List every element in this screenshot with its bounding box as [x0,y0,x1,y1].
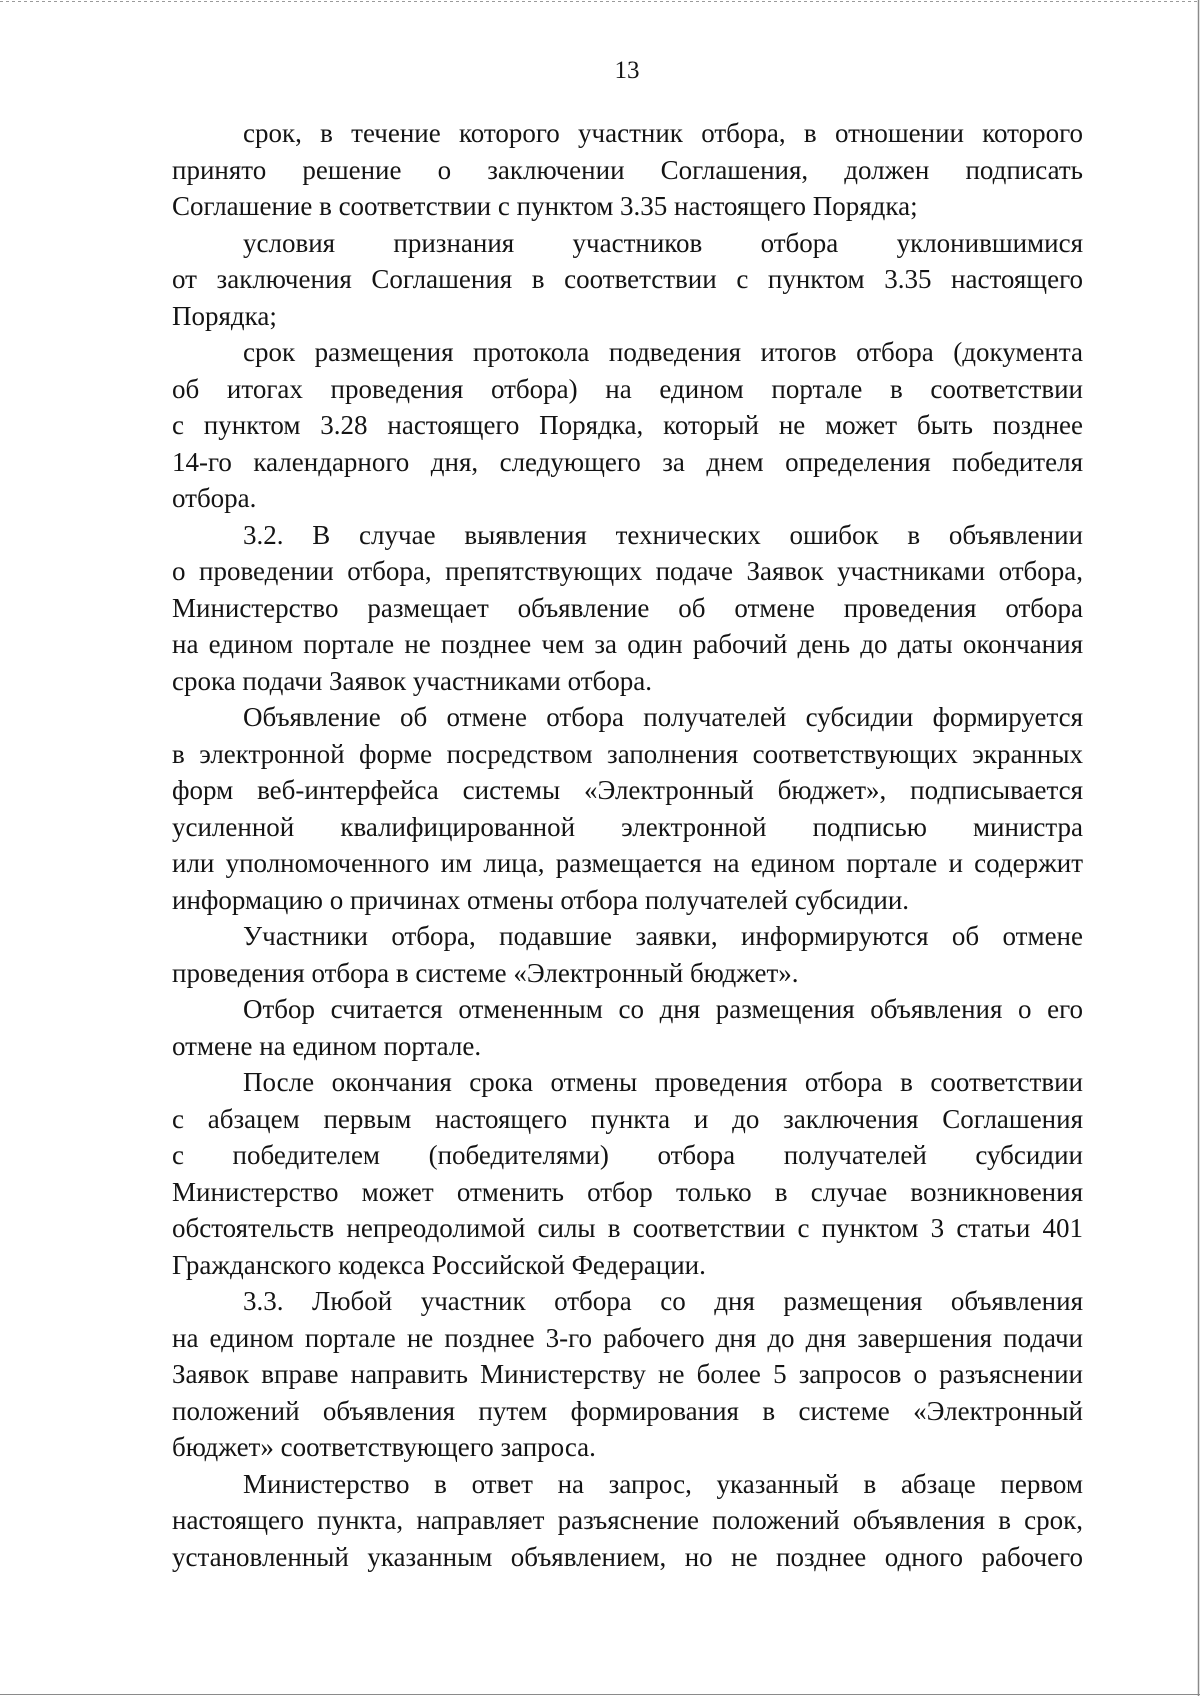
text-line: Министерство в ответ на запрос, указанный в абзаце первом [243,1468,1083,1499]
text-line: или уполномоченного им лица, размещается на едином портале и содержит [172,848,1083,878]
text-line: настоящего пункта, направляет разъяснение положений объявления в срок, [172,1505,1083,1535]
text-line: срока подачи Заявок участниками отбора. [172,665,653,696]
page-number: 13 [614,57,640,84]
text-line: условия признания участников отбора уклонившимися [243,227,1083,258]
text-line: Отбор считается отмененным со дня размещения объявления о его [243,994,1083,1024]
text-line: 14-го календарного дня, следующего за днем определения победителя [172,446,1083,477]
text-line: отбора. [172,483,257,513]
paragraph [172,1283,1083,1466]
text-line: установленный указанным объявлением, но не позднее одного рабочего [172,1541,1083,1572]
text-line: срок размещения протокола подведения итогов отбора (документа [243,337,1083,367]
document-body [172,115,1083,1575]
text-line: После окончания срока отмены проведения отбора в соответствии [243,1067,1083,1097]
text-line: Министерство может отменить отбор только в случае возникновения [172,1176,1083,1207]
text-line: о проведении отбора, препятствующих подаче Заявок участниками отбора, [172,556,1083,586]
text-line: информацию о причинах отмены отбора получателей субсидии. [172,884,910,915]
text-line: в электронной форме посредством заполнения соответствующих экранных [172,738,1083,769]
text-line: 3.3. Любой участник отбора со дня размещения объявления [243,1286,1083,1316]
text-line: обстоятельств непреодолимой силы в соответствии с пунктом 3 статьи 401 [172,1213,1083,1243]
text-line: положений объявления путем формирования в системе «Электронный [172,1395,1083,1426]
paragraph [172,225,1083,335]
text-line: усиленной квалифицированной электронной подписью министра [172,811,1083,842]
paragraph [172,1466,1083,1576]
text-line: с победителем (победителями) отбора получателей субсидии [172,1140,1083,1170]
text-line: проведения отбора в системе «Электронный бюджет». [172,957,799,988]
text-line: принято решение о заключении Соглашения, должен подписать [172,154,1083,185]
text-line: с пунктом 3.28 настоящего Порядка, который не может быть позднее [172,410,1083,440]
text-line: Гражданского кодекса Российской Федерации. [172,1249,706,1280]
paragraph [172,1064,1083,1283]
text-line: бюджет» соответствующего запроса. [172,1432,596,1462]
text-line: с абзацем первым настоящего пункта и до заключения Соглашения [172,1103,1083,1134]
paragraph [172,517,1083,700]
text-line: Соглашение в соответствии с пунктом 3.35 настоящего Порядка; [172,191,918,221]
text-line: на едином портале не позднее 3-го рабочего дня до дня завершения подачи [172,1322,1083,1353]
paragraph [172,115,1083,225]
text-line: форм веб-интерфейса системы «Электронный бюджет», подписывается [172,775,1083,805]
text-line: от заключения Соглашения в соответствии с пунктом 3.35 настоящего [172,264,1083,294]
text-line: Заявок вправе направить Министерству не более 5 запросов о разъяснении [172,1359,1083,1389]
paragraph [172,699,1083,918]
text-line: Участники отбора, подавшие заявки, информируются об отмене [243,921,1083,951]
paragraph [172,334,1083,517]
text-line: отмене на едином портале. [172,1030,482,1061]
text-line: срок, в течение которого участник отбора, в отношении которого [243,118,1083,148]
text-line: Порядка; [172,300,277,331]
paragraph [172,918,1083,991]
text-line: Министерство размещает объявление об отмене проведения отбора [172,592,1083,623]
text-line: на едином портале не позднее чем за один рабочий день до даты окончания [172,629,1083,659]
text-line: об итогах проведения отбора) на едином портале в соответствии [172,373,1083,404]
text-line: Объявление об отмене отбора получателей субсидии формируется [243,702,1083,732]
paragraph [172,991,1083,1064]
text-line: 3.2. В случае выявления технических ошибок в объявлении [243,519,1083,550]
